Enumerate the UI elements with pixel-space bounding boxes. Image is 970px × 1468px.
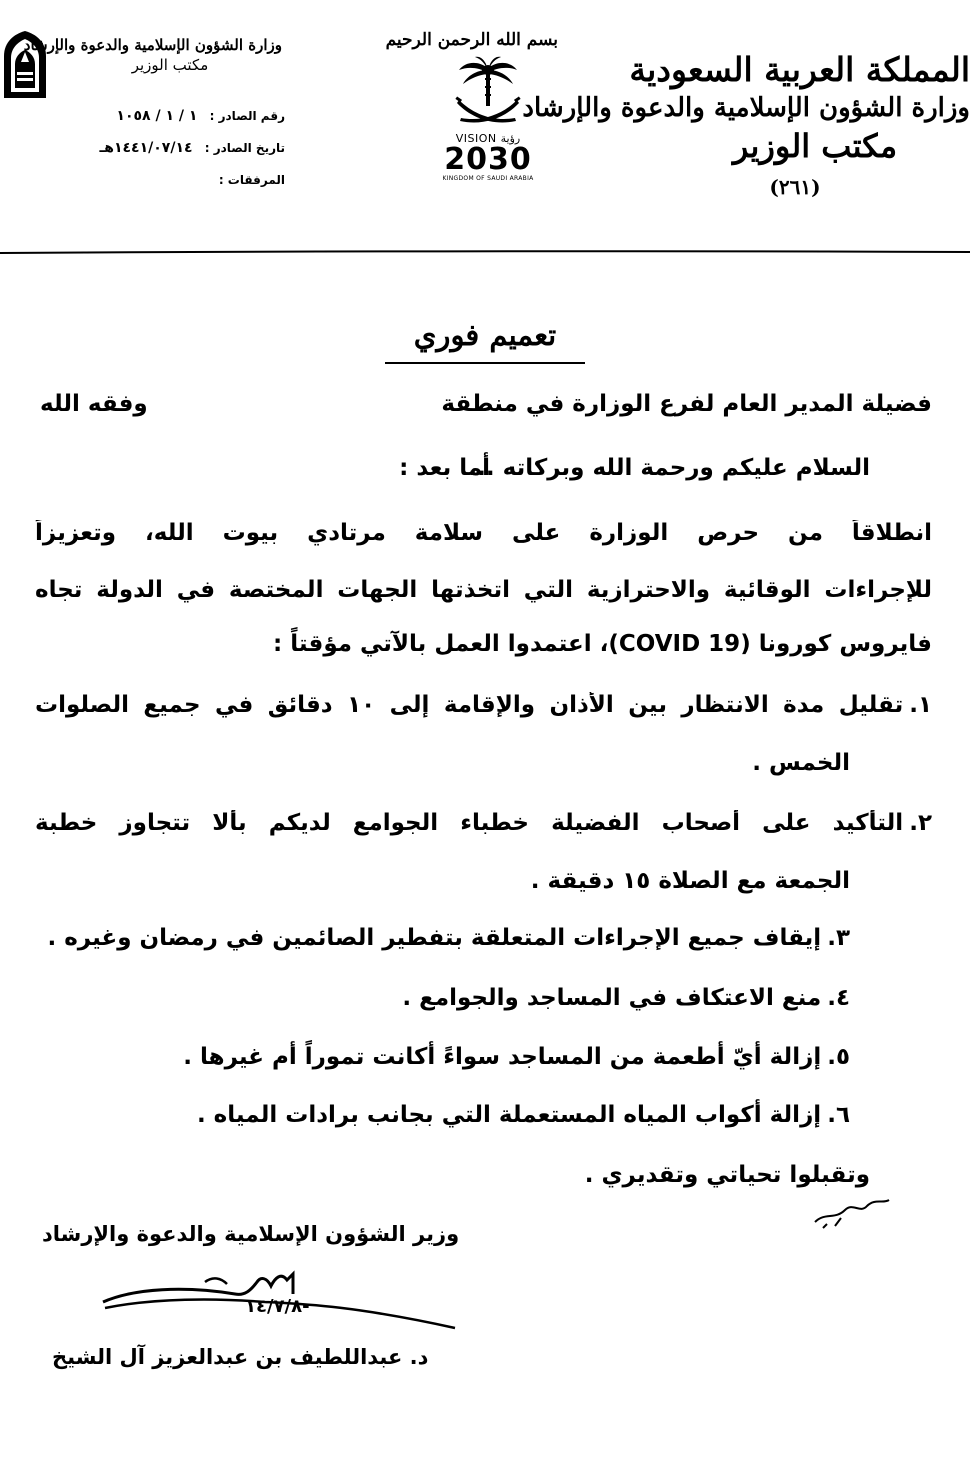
ministry-name: وزارة الشؤون الإسلامية والدعوة والإرشاد xyxy=(522,93,970,123)
title-underline xyxy=(385,362,585,364)
list-item xyxy=(402,985,850,1011)
outgoing-number-label: رقم الصادر : xyxy=(209,109,285,123)
signature-date: ١٤/٧/٨- xyxy=(245,1296,310,1317)
outgoing-date-label: تاريخ الصادر : xyxy=(204,141,285,155)
office-name: مكتب الوزير xyxy=(732,127,898,165)
basmala: بسم الله الرحمن الرحيم xyxy=(385,30,558,50)
amma-baad: أما بعد : xyxy=(399,455,490,481)
item-number: ٢. xyxy=(909,810,932,836)
greeting: السلام عليكم ورحمة الله وبركاته ... xyxy=(468,455,870,481)
kingdom-name: المملكة العربية السعودية xyxy=(629,50,970,89)
letterhead-center xyxy=(385,30,558,182)
closing-line: وتقبلوا تحياتي وتقديري . xyxy=(584,1162,870,1188)
item-number: ٥. xyxy=(827,1044,850,1070)
circular-title: تعميم فوري xyxy=(413,318,557,352)
list-item xyxy=(197,1102,850,1128)
item-text: إيقاف جميع الإجراءات المتعلقة بتفطير الصائمين في رمضان وغيره . xyxy=(47,925,822,951)
list-item-continuation: الجمعة مع الصلاة ١٥ دقيقة . xyxy=(530,868,850,894)
item-text: منع الاعتكاف في المساجد والجوامع . xyxy=(402,985,822,1011)
item-text: إزالة أكواب المياه المستعملة التي بجانب برادات المياه . xyxy=(196,1102,822,1128)
letterhead-right xyxy=(522,50,970,199)
blessing: وفقه الله xyxy=(40,391,148,417)
office-name-small: مكتب الوزير xyxy=(131,56,209,74)
item-number: ١. xyxy=(909,692,932,718)
attachments xyxy=(55,173,285,187)
outgoing-date-value: ١٤٤١/٠٧/١٤هـ xyxy=(99,140,193,156)
outgoing-date xyxy=(55,140,285,156)
letterhead-left xyxy=(0,28,290,208)
list-item xyxy=(47,925,850,951)
list-item-continuation: الخمس . xyxy=(752,750,850,776)
item-text: إزالة أيّ أطعمة من المساجد سواءً أكانت تموراً أم غيرها . xyxy=(183,1044,822,1070)
intro-line-3: فايروس كورونا (COVID 19)، اعتمدوا العمل بالآتي مؤقتاً : xyxy=(273,631,932,657)
vision-kingdom: KINGDOM OF SAUDI ARABIA xyxy=(442,175,534,182)
item-number: ٤. xyxy=(827,985,850,1011)
vision-label: VISION رؤية xyxy=(455,132,521,145)
header-divider xyxy=(0,250,970,254)
outgoing-number-value: ١ / ١ / ١٠٥٨ xyxy=(116,108,198,124)
handwritten-initials xyxy=(805,1192,895,1232)
reference-number: (٢٦١) xyxy=(769,175,821,199)
addressee: فضيلة المدير العام لفرع الوزارة في منطقة xyxy=(441,391,932,417)
intro-line-2: للإجراءات الوقائية والاحترازية التي اتخذتها الجهات المختصة في الدولة تجاه xyxy=(35,577,932,603)
item-text: تقليل مدة الانتظار بين الأذان والإقامة إلى ١٠ دقائق في جميع الصلوات xyxy=(35,692,904,718)
signatory-title: وزير الشؤون الإسلامية والدعوة والإرشاد xyxy=(42,1222,460,1246)
signatory-name: د. عبداللطيف بن عبدالعزيز آل الشيخ xyxy=(52,1345,429,1369)
list-item xyxy=(35,810,932,844)
attachments-label: المرفقات : xyxy=(218,173,285,187)
outgoing-number xyxy=(55,108,285,124)
list-item xyxy=(183,1044,850,1070)
ministry-name-small: وزارة الشؤون الإسلامية والدعوة والإرشاد xyxy=(23,36,282,54)
item-text: التأكيد على أصحاب الفضيلة خطباء الجوامع لديكم بألا تتجاوز خطبة xyxy=(35,810,904,836)
palm-swords-emblem-icon xyxy=(453,56,523,130)
vision-year: 2030 xyxy=(444,142,532,177)
item-number: ٦. xyxy=(827,1102,850,1128)
intro-line-1: انطلاقاً من حرص الوزارة على سلامة مرتادي بيوت الله، وتعزيزاً xyxy=(35,520,932,546)
list-item xyxy=(35,692,932,726)
item-number: ٣. xyxy=(827,925,850,951)
